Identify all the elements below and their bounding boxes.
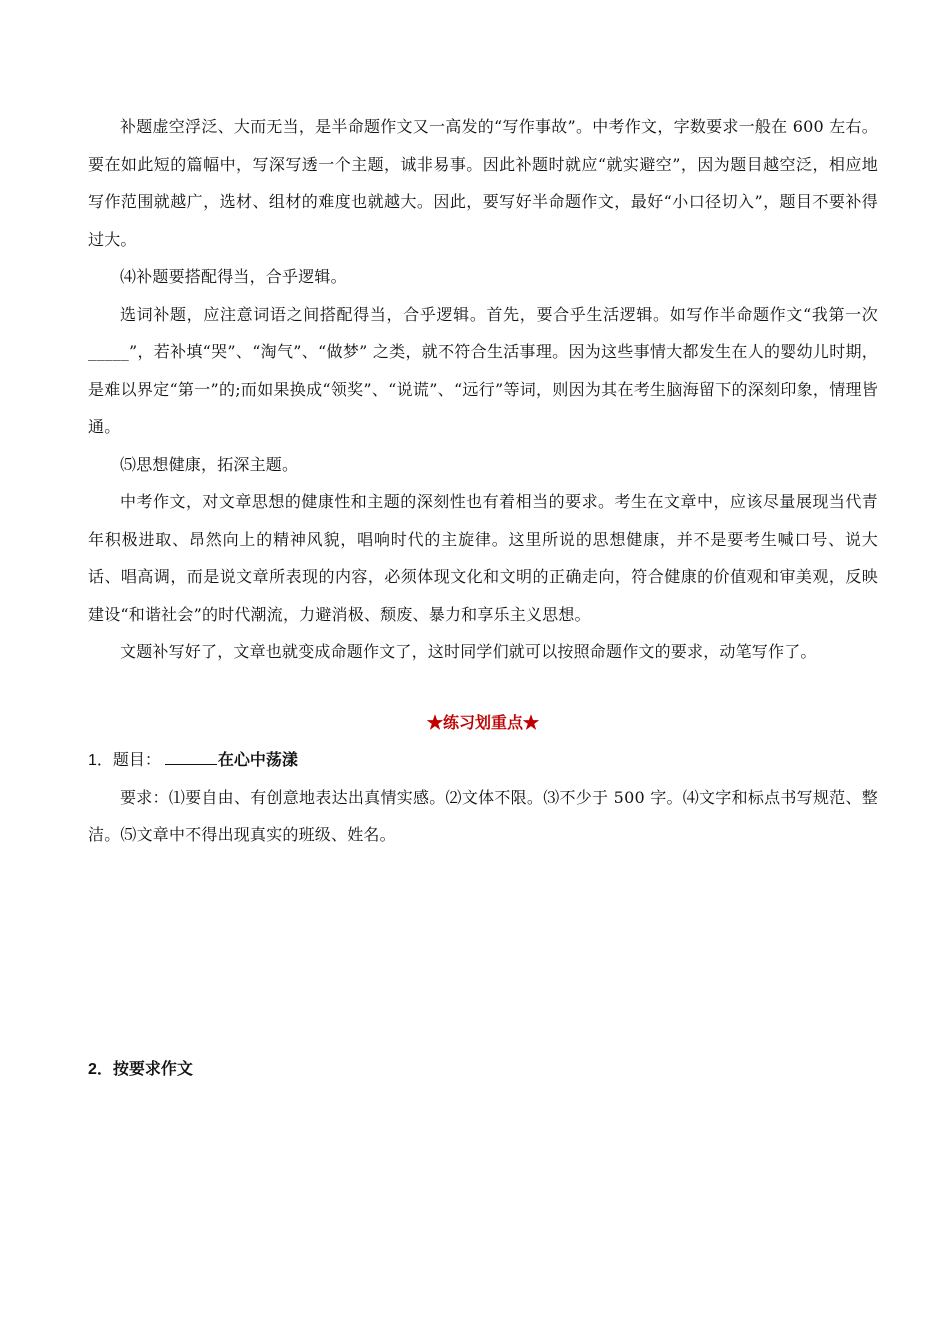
question-2-label: 按要求作文 — [112, 1059, 193, 1078]
question-1-requirements: 要求：⑴要自由、有创意地表达出真情实感。⑵文体不限。⑶不少于 500 字。⑷文字和标点书写规范、整洁。⑸文章中不得出现真实的班级、姓名。 — [88, 787, 878, 844]
question-1-number: 1． — [88, 751, 113, 769]
question-1-topic: 在心中荡漾 — [217, 749, 298, 769]
paragraph-healthy-thought: 中考作文，对文章思想的健康性和主题的深刻性也有着相当的要求。考生在文章中，应该尽量展现当代青年积极进取、昂然向上的精神风貌，唱响时代的主旋律。这里所说的思想健康，并不是要考生喊口号、说大话、唱高调，而是说文章所表现的内容，必须体现文化和文明的正确走向，符合健康的价值观和审美观，反映建设“和谐社会”的时代潮流，力避消极、颓废、暴力和享乐主义思想。 — [88, 492, 878, 624]
paragraph-logic: 选词补题，应注意词语之间搭配得当，合乎逻辑。首先，要合乎生活逻辑。如写作半命题作文“我第一次_____”，若补填“哭”、“淘气”、“做梦” 之类，就不符合生活事理。因为这些事情大都发生在人的婴幼儿时期，是难以界定“第一”的;而如果换成“领奖”、“说谎”、“远行”等词，则因为其在考生脑海留下的深刻印象，情理皆通。 — [88, 304, 878, 436]
question-2-number: 2． — [88, 1061, 113, 1078]
question-1 — [88, 741, 878, 779]
paragraph-topic-scope: 补题虚空浮泛、大而无当，是半命题作文又一高发的“写作事故”。中考作文，字数要求一般在 600 左右。要在如此短的篇幅中，写深写透一个主题，诚非易事。因此补题时就应“就实避空”，因为题目越空泛，相应地写作范围就越广，选材、组材的难度也就越大。因此，要写好半命题作文，最好“小口径切入”，题目不要补得过大。 — [88, 117, 878, 249]
document-body — [88, 108, 878, 854]
heading-point-5: ⑸思想健康，拓深主题。 — [120, 454, 299, 474]
question-1-blank — [165, 750, 217, 765]
heading-point-4: ⑷补题要搭配得当，合乎逻辑。 — [120, 267, 347, 286]
practice-section-title: ★练习划重点★ — [426, 712, 539, 732]
paragraph-conclusion: 文题补写好了，文章也就变成命题作文了，这时同学们就可以按照命题作文的要求，动笔写作了。 — [120, 642, 817, 661]
question-1-label: 题目： — [112, 749, 161, 769]
question-2 — [88, 1050, 193, 1088]
